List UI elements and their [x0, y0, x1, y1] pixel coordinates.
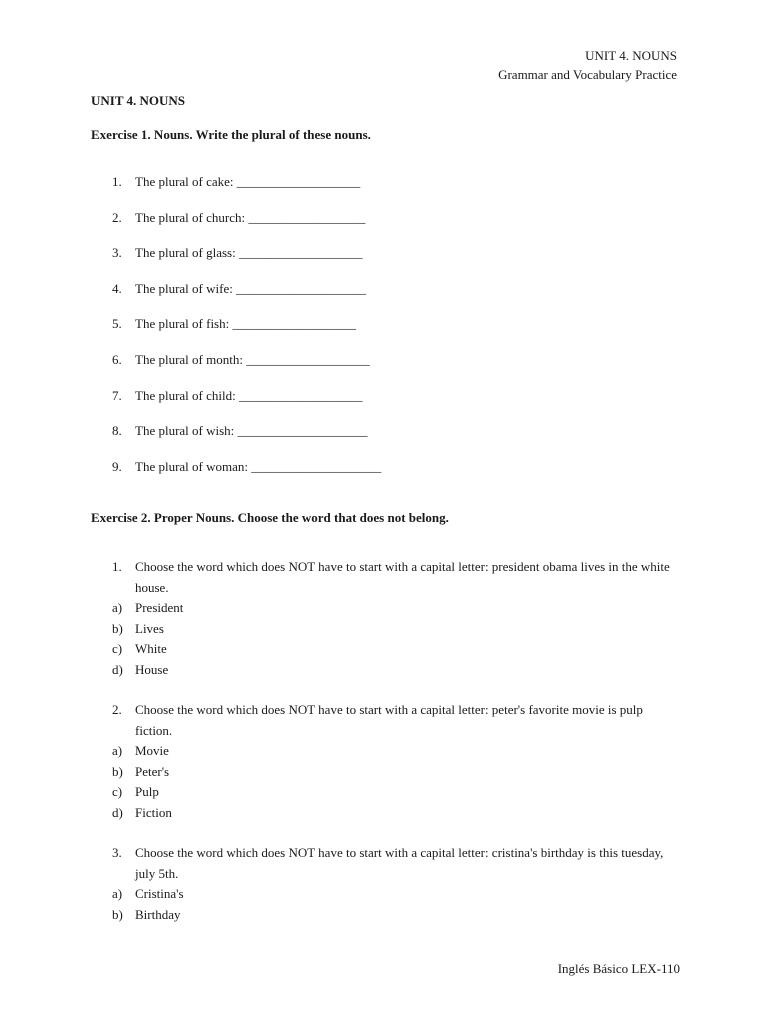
option-row	[91, 619, 681, 640]
option-label: b)	[112, 620, 123, 636]
item-text: The plural of child: ___________________	[135, 387, 363, 403]
option-label: c)	[112, 784, 123, 799]
exercise1-item	[91, 459, 381, 495]
question-number: 1.	[112, 559, 122, 574]
item-number: 8.	[112, 423, 122, 439]
option-text: President	[135, 600, 184, 615]
question-row	[91, 700, 681, 741]
exercise2-question-1	[91, 557, 681, 680]
option-row	[91, 782, 681, 803]
option-text: Lives	[135, 620, 164, 636]
option-row	[91, 639, 681, 660]
unit-title: UNIT 4. NOUNS	[91, 93, 186, 108]
option-row	[91, 905, 681, 926]
option-row	[91, 762, 681, 783]
item-text: The plural of woman: ____________________	[135, 458, 382, 474]
exercise1-heading: Exercise 1. Nouns. Write the plural of these nouns.	[91, 127, 371, 142]
option-row	[91, 741, 681, 762]
item-number: 5.	[112, 316, 122, 332]
header-unit-title: UNIT 4. NOUNS	[585, 48, 677, 63]
exercise1-item	[91, 388, 381, 424]
option-label: b)	[112, 906, 123, 922]
question-text: Choose the word which does NOT have to start with a capital letter: president obama lives in the white house.	[135, 559, 670, 595]
option-label: d)	[112, 661, 123, 677]
option-text: Fiction	[135, 804, 172, 820]
exercise1-item	[91, 281, 381, 317]
option-text: White	[135, 641, 167, 656]
option-row	[91, 803, 681, 824]
exercise1-item	[91, 210, 381, 246]
item-number: 6.	[112, 351, 122, 367]
header-subtitle: Grammar and Vocabulary Practice	[498, 67, 677, 82]
item-text: The plural of fish: ___________________	[135, 316, 356, 332]
item-number: 1.	[112, 174, 122, 189]
exercise1-list	[91, 174, 381, 494]
item-text: The plural of wife: ____________________	[135, 280, 367, 296]
option-text: House	[135, 661, 169, 677]
option-text: Birthday	[135, 906, 181, 922]
option-label: a)	[112, 743, 123, 758]
item-text: The plural of glass: ___________________	[135, 245, 363, 261]
item-number: 3.	[112, 245, 122, 261]
question-row	[91, 557, 681, 598]
exercise1-item	[91, 174, 381, 210]
question-number: 3.	[112, 845, 122, 860]
option-label: d)	[112, 804, 123, 820]
option-row	[91, 598, 681, 619]
option-text: Movie	[135, 743, 169, 758]
item-text: The plural of month: ___________________	[135, 351, 370, 367]
exercise1-item	[91, 245, 381, 281]
item-number: 4.	[112, 280, 122, 296]
exercise1-item	[91, 423, 381, 459]
option-label: a)	[112, 600, 123, 615]
question-row	[91, 843, 681, 884]
item-number: 2.	[112, 209, 122, 225]
item-text: The plural of cake: ___________________	[135, 174, 361, 189]
exercise2-question-3	[91, 843, 681, 925]
option-text: Cristina's	[135, 886, 184, 901]
item-text: The plural of church: __________________	[135, 209, 366, 225]
option-text: Peter's	[135, 763, 170, 779]
option-row	[91, 884, 681, 905]
item-text: The plural of wish: ____________________	[135, 423, 368, 439]
option-label: c)	[112, 641, 123, 656]
exercise2-question-2	[91, 700, 681, 823]
question-text: Choose the word which does NOT have to start with a capital letter: peter's favorite movie is pulp fiction.	[135, 702, 643, 738]
exercise1-item	[91, 316, 381, 352]
item-number: 9.	[112, 458, 122, 474]
option-label: b)	[112, 763, 123, 779]
option-label: a)	[112, 886, 123, 901]
option-row	[91, 660, 681, 681]
page-header	[498, 46, 677, 84]
exercise2-heading: Exercise 2. Proper Nouns. Choose the word that does not belong.	[91, 510, 449, 525]
question-number: 2.	[112, 702, 122, 717]
option-text: Pulp	[135, 784, 159, 799]
exercise1-item	[91, 352, 381, 388]
page-footer: Inglés Básico LEX-110	[557, 961, 680, 976]
item-number: 7.	[112, 387, 122, 403]
question-text: Choose the word which does NOT have to start with a capital letter: cristina's birthday is this tuesday, july 5th.	[135, 845, 664, 881]
